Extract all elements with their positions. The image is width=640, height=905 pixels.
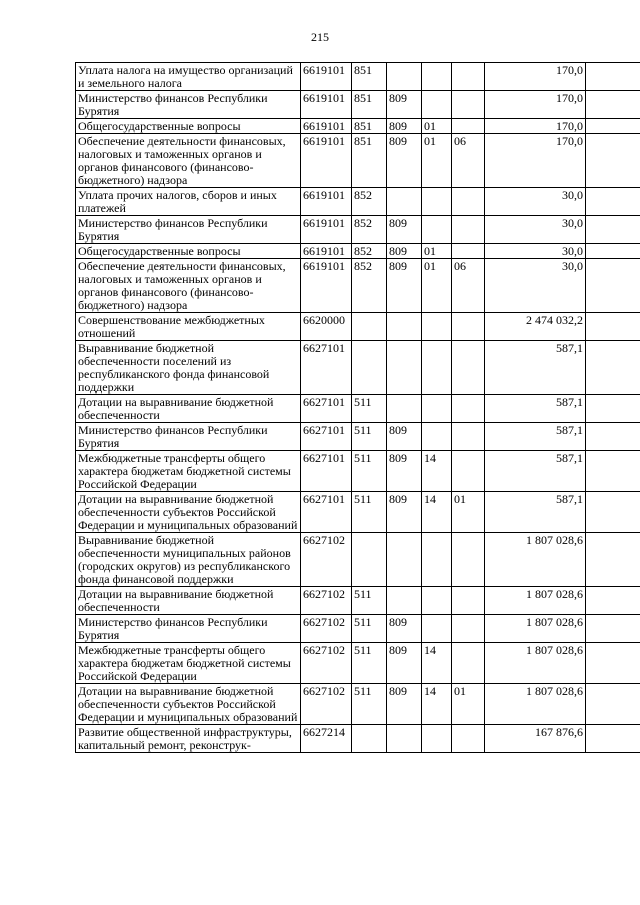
section-code-cell: 01 bbox=[422, 134, 452, 188]
empty-extra-cell bbox=[586, 119, 640, 134]
table-row bbox=[76, 259, 640, 313]
table-row bbox=[76, 492, 640, 533]
section-code-cell bbox=[422, 615, 452, 643]
ministry-code-cell: 809 bbox=[387, 91, 422, 119]
amount-cell: 30,0 bbox=[485, 244, 586, 259]
section-code-cell bbox=[422, 63, 452, 91]
table-row bbox=[76, 423, 640, 451]
row-name-cell: Обеспечение деятельности финансовых, налоговых и таможенных органов и органов финансового (финансово-бюджетного) надзора bbox=[76, 259, 301, 313]
section-code-cell bbox=[422, 188, 452, 216]
subsection-code-cell: 06 bbox=[452, 134, 485, 188]
row-name-cell: Министерство финансов Республики Бурятия bbox=[76, 423, 301, 451]
amount-cell: 587,1 bbox=[485, 341, 586, 395]
empty-extra-cell bbox=[586, 587, 640, 615]
expense-type-code-cell bbox=[352, 341, 387, 395]
empty-extra-cell bbox=[586, 643, 640, 684]
table-row bbox=[76, 341, 640, 395]
row-name-cell: Уплата налога на имущество организаций и земельного налога bbox=[76, 63, 301, 91]
subsection-code-cell bbox=[452, 63, 485, 91]
row-name-cell: Министерство финансов Республики Бурятия bbox=[76, 216, 301, 244]
page-number: 215 bbox=[311, 30, 329, 44]
subsection-code-cell bbox=[452, 188, 485, 216]
empty-extra-cell bbox=[586, 451, 640, 492]
subsection-code-cell bbox=[452, 341, 485, 395]
row-name-cell: Министерство финансов Республики Бурятия bbox=[76, 615, 301, 643]
table-row bbox=[76, 451, 640, 492]
subsection-code-cell bbox=[452, 395, 485, 423]
target-article-code-cell: 6627101 bbox=[301, 395, 352, 423]
ministry-code-cell: 809 bbox=[387, 259, 422, 313]
empty-extra-cell bbox=[586, 91, 640, 119]
section-code-cell bbox=[422, 395, 452, 423]
amount-cell: 1 807 028,6 bbox=[485, 684, 586, 725]
section-code-cell bbox=[422, 216, 452, 244]
row-name-cell: Выравнивание бюджетной обеспеченности муниципальных районов (городских округов) из республиканского фонда финансовой поддержки bbox=[76, 533, 301, 587]
expense-type-code-cell: 851 bbox=[352, 91, 387, 119]
row-name-cell: Межбюджетные трансферты общего характера бюджетам бюджетной системы Российской Федерации bbox=[76, 451, 301, 492]
empty-extra-cell bbox=[586, 423, 640, 451]
row-name-cell: Развитие общественной инфраструктуры, капитальный ремонт, реконструк- bbox=[76, 725, 301, 753]
table-row bbox=[76, 119, 640, 134]
ministry-code-cell: 809 bbox=[387, 244, 422, 259]
empty-extra-cell bbox=[586, 63, 640, 91]
subsection-code-cell bbox=[452, 313, 485, 341]
subsection-code-cell bbox=[452, 725, 485, 753]
ministry-code-cell: 809 bbox=[387, 134, 422, 188]
section-code-cell: 01 bbox=[422, 119, 452, 134]
subsection-code-cell bbox=[452, 244, 485, 259]
empty-extra-cell bbox=[586, 216, 640, 244]
expense-type-code-cell: 852 bbox=[352, 259, 387, 313]
target-article-code-cell: 6627102 bbox=[301, 684, 352, 725]
subsection-code-cell bbox=[452, 119, 485, 134]
subsection-code-cell: 01 bbox=[452, 684, 485, 725]
row-name-cell: Совершенствование межбюджетных отношений bbox=[76, 313, 301, 341]
ministry-code-cell: 809 bbox=[387, 216, 422, 244]
target-article-code-cell: 6627101 bbox=[301, 423, 352, 451]
subsection-code-cell bbox=[452, 423, 485, 451]
amount-cell: 30,0 bbox=[485, 216, 586, 244]
expense-type-code-cell: 851 bbox=[352, 134, 387, 188]
expense-type-code-cell: 511 bbox=[352, 423, 387, 451]
amount-cell: 2 474 032,2 bbox=[485, 313, 586, 341]
expense-type-code-cell bbox=[352, 533, 387, 587]
ministry-code-cell bbox=[387, 533, 422, 587]
table-row bbox=[76, 587, 640, 615]
ministry-code-cell bbox=[387, 725, 422, 753]
target-article-code-cell: 6619101 bbox=[301, 244, 352, 259]
expense-type-code-cell: 511 bbox=[352, 684, 387, 725]
table-row bbox=[76, 313, 640, 341]
amount-cell: 170,0 bbox=[485, 91, 586, 119]
section-code-cell: 14 bbox=[422, 492, 452, 533]
section-code-cell bbox=[422, 533, 452, 587]
empty-extra-cell bbox=[586, 313, 640, 341]
target-article-code-cell: 6619101 bbox=[301, 188, 352, 216]
amount-cell: 167 876,6 bbox=[485, 725, 586, 753]
expense-type-code-cell: 851 bbox=[352, 63, 387, 91]
empty-extra-cell bbox=[586, 244, 640, 259]
empty-extra-cell bbox=[586, 684, 640, 725]
row-name-cell: Дотации на выравнивание бюджетной обеспеченности субъектов Российской Федерации и муниципальных образований bbox=[76, 492, 301, 533]
ministry-code-cell: 809 bbox=[387, 423, 422, 451]
ministry-code-cell: 809 bbox=[387, 684, 422, 725]
subsection-code-cell: 06 bbox=[452, 259, 485, 313]
row-name-cell: Общегосударственные вопросы bbox=[76, 119, 301, 134]
ministry-code-cell: 809 bbox=[387, 451, 422, 492]
ministry-code-cell bbox=[387, 63, 422, 91]
subsection-code-cell bbox=[452, 533, 485, 587]
table-row bbox=[76, 134, 640, 188]
section-code-cell: 14 bbox=[422, 643, 452, 684]
target-article-code-cell: 6627101 bbox=[301, 451, 352, 492]
budget-table bbox=[75, 62, 640, 753]
empty-extra-cell bbox=[586, 725, 640, 753]
ministry-code-cell bbox=[387, 188, 422, 216]
target-article-code-cell: 6619101 bbox=[301, 216, 352, 244]
section-code-cell bbox=[422, 725, 452, 753]
subsection-code-cell bbox=[452, 91, 485, 119]
target-article-code-cell: 6627102 bbox=[301, 615, 352, 643]
ministry-code-cell bbox=[387, 313, 422, 341]
section-code-cell: 01 bbox=[422, 244, 452, 259]
table-row bbox=[76, 533, 640, 587]
empty-extra-cell bbox=[586, 533, 640, 587]
target-article-code-cell: 6619101 bbox=[301, 259, 352, 313]
row-name-cell: Дотации на выравнивание бюджетной обеспеченности bbox=[76, 395, 301, 423]
section-code-cell bbox=[422, 423, 452, 451]
row-name-cell: Министерство финансов Республики Бурятия bbox=[76, 91, 301, 119]
amount-cell: 170,0 bbox=[485, 63, 586, 91]
ministry-code-cell bbox=[387, 587, 422, 615]
expense-type-code-cell: 852 bbox=[352, 216, 387, 244]
amount-cell: 587,1 bbox=[485, 395, 586, 423]
section-code-cell bbox=[422, 587, 452, 615]
subsection-code-cell bbox=[452, 643, 485, 684]
ministry-code-cell: 809 bbox=[387, 643, 422, 684]
expense-type-code-cell: 852 bbox=[352, 244, 387, 259]
table-row bbox=[76, 615, 640, 643]
target-article-code-cell: 6620000 bbox=[301, 313, 352, 341]
amount-cell: 30,0 bbox=[485, 259, 586, 313]
budget-table-body bbox=[76, 63, 640, 753]
table-row bbox=[76, 63, 640, 91]
empty-extra-cell bbox=[586, 492, 640, 533]
row-name-cell: Обеспечение деятельности финансовых, налоговых и таможенных органов и органов финансового (финансово-бюджетного) надзора bbox=[76, 134, 301, 188]
amount-cell: 170,0 bbox=[485, 119, 586, 134]
table-row bbox=[76, 91, 640, 119]
target-article-code-cell: 6627101 bbox=[301, 492, 352, 533]
expense-type-code-cell: 511 bbox=[352, 615, 387, 643]
row-name-cell: Дотации на выравнивание бюджетной обеспеченности субъектов Российской Федерации и муниципальных образований bbox=[76, 684, 301, 725]
target-article-code-cell: 6627102 bbox=[301, 643, 352, 684]
ministry-code-cell bbox=[387, 341, 422, 395]
table-row bbox=[76, 643, 640, 684]
row-name-cell: Общегосударственные вопросы bbox=[76, 244, 301, 259]
row-name-cell: Уплата прочих налогов, сборов и иных платежей bbox=[76, 188, 301, 216]
amount-cell: 30,0 bbox=[485, 188, 586, 216]
subsection-code-cell bbox=[452, 587, 485, 615]
row-name-cell: Дотации на выравнивание бюджетной обеспеченности bbox=[76, 587, 301, 615]
table-row bbox=[76, 216, 640, 244]
empty-extra-cell bbox=[586, 259, 640, 313]
expense-type-code-cell: 511 bbox=[352, 395, 387, 423]
ministry-code-cell: 809 bbox=[387, 615, 422, 643]
subsection-code-cell bbox=[452, 216, 485, 244]
empty-extra-cell bbox=[586, 395, 640, 423]
section-code-cell bbox=[422, 313, 452, 341]
amount-cell: 587,1 bbox=[485, 451, 586, 492]
target-article-code-cell: 6627102 bbox=[301, 587, 352, 615]
amount-cell: 1 807 028,6 bbox=[485, 533, 586, 587]
section-code-cell bbox=[422, 341, 452, 395]
target-article-code-cell: 6619101 bbox=[301, 134, 352, 188]
target-article-code-cell: 6619101 bbox=[301, 119, 352, 134]
empty-extra-cell bbox=[586, 615, 640, 643]
ministry-code-cell bbox=[387, 395, 422, 423]
empty-extra-cell bbox=[586, 134, 640, 188]
empty-extra-cell bbox=[586, 188, 640, 216]
amount-cell: 1 807 028,6 bbox=[485, 615, 586, 643]
target-article-code-cell: 6619101 bbox=[301, 91, 352, 119]
target-article-code-cell: 6627101 bbox=[301, 341, 352, 395]
section-code-cell: 14 bbox=[422, 684, 452, 725]
table-row bbox=[76, 684, 640, 725]
expense-type-code-cell: 852 bbox=[352, 188, 387, 216]
table-row bbox=[76, 188, 640, 216]
subsection-code-cell bbox=[452, 615, 485, 643]
target-article-code-cell: 6627214 bbox=[301, 725, 352, 753]
table-row bbox=[76, 395, 640, 423]
row-name-cell: Выравнивание бюджетной обеспеченности поселений из республиканского фонда финансовой поддержки bbox=[76, 341, 301, 395]
expense-type-code-cell: 851 bbox=[352, 119, 387, 134]
row-name-cell: Межбюджетные трансферты общего характера бюджетам бюджетной системы Российской Федерации bbox=[76, 643, 301, 684]
amount-cell: 170,0 bbox=[485, 134, 586, 188]
target-article-code-cell: 6619101 bbox=[301, 63, 352, 91]
amount-cell: 1 807 028,6 bbox=[485, 643, 586, 684]
expense-type-code-cell: 511 bbox=[352, 587, 387, 615]
target-article-code-cell: 6627102 bbox=[301, 533, 352, 587]
subsection-code-cell bbox=[452, 451, 485, 492]
table-row bbox=[76, 244, 640, 259]
amount-cell: 1 807 028,6 bbox=[485, 587, 586, 615]
amount-cell: 587,1 bbox=[485, 492, 586, 533]
expense-type-code-cell: 511 bbox=[352, 492, 387, 533]
ministry-code-cell: 809 bbox=[387, 119, 422, 134]
section-code-cell: 14 bbox=[422, 451, 452, 492]
empty-extra-cell bbox=[586, 341, 640, 395]
ministry-code-cell: 809 bbox=[387, 492, 422, 533]
expense-type-code-cell bbox=[352, 725, 387, 753]
table-row bbox=[76, 725, 640, 753]
expense-type-code-cell: 511 bbox=[352, 451, 387, 492]
expense-type-code-cell: 511 bbox=[352, 643, 387, 684]
section-code-cell bbox=[422, 91, 452, 119]
expense-type-code-cell bbox=[352, 313, 387, 341]
subsection-code-cell: 01 bbox=[452, 492, 485, 533]
section-code-cell: 01 bbox=[422, 259, 452, 313]
amount-cell: 587,1 bbox=[485, 423, 586, 451]
